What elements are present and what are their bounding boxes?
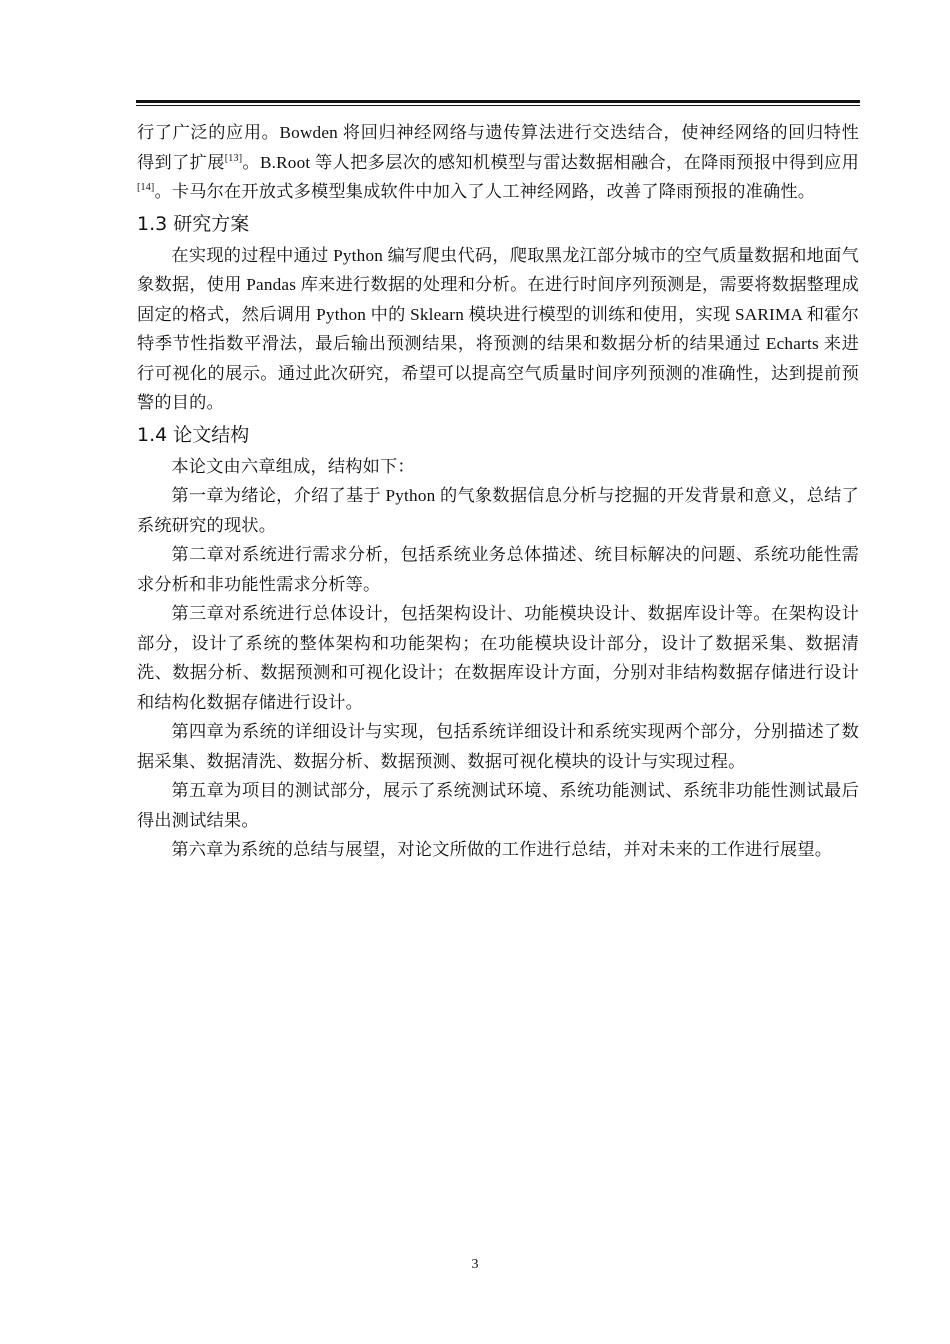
page-number: 3 xyxy=(471,1257,479,1272)
paragraph-text: 。B.Root 等人把多层次的感知机模型与雷达数据相融合，在降雨预报中得到应用 xyxy=(242,152,859,172)
paragraph-research-plan: 在实现的过程中通过 Python 编写爬虫代码，爬取黑龙江部分城市的空气质量数据和地面气象数据，使用 Pandas 库来进行数据的处理和分析。在进行时间序列预测是，需要将数据整理成固定的格式，然后调用 Python 中的 Sklearn 模块进行模型的训练和使用，实现 SARIMA 和霍尔特季节性指数平滑法，最后输出预测结果，将预测的结果和数据分析的结果通过 Echarts 来进行可视化的展示。通过此次研究，希望可以提高空气质量时间序列预测的准确性，达到提前预警的目的。 xyxy=(137,245,859,412)
paragraph-chapter-6: 第六章为系统的总结与展望，对论文所做的工作进行总结，并对未来的工作进行展望。 xyxy=(171,840,833,859)
citation-13: [13] xyxy=(224,152,243,164)
header-double-rule xyxy=(136,100,860,107)
paragraph-chapter-3: 第三章对系统进行总体设计，包括架构设计、功能模块设计、数据库设计等。在架构设计部分，设计了系统的整体架构和功能架构；在功能模块设计部分，设计了数据采集、数据清洗、数据分析、数据预测和可视化设计；在数据库设计方面，分别对非结构数据存储进行设计和结构化数据存储进行设计。 xyxy=(137,604,859,712)
citation-14: [14] xyxy=(137,182,155,193)
page-body xyxy=(137,118,859,865)
paragraph-structure-intro: 本论文由六章组成，结构如下： xyxy=(171,456,415,476)
paragraph-chapter-4: 第四章为系统的详细设计与实现，包括系统详细设计和系统实现两个部分，分别描述了数据采集、数据清洗、数据分析、数据预测、数据可视化模块的设计与实现过程。 xyxy=(137,722,859,771)
paragraph-chapter-5: 第五章为项目的测试部分，展示了系统测试环境、系统功能测试、系统非功能性测试最后得出测试结果。 xyxy=(137,781,859,830)
header-rule-thin xyxy=(136,105,860,106)
paragraph-text: 行了广泛的应用。Bowden 将回归神经网络与遗传算法进行交迭结合，使神经网络的回归特性得到了扩展 xyxy=(137,123,859,172)
paragraph-chapter-2: 第二章对系统进行需求分析，包括系统业务总体描述、统目标解决的问题、系统功能性需求分析和非功能性需求分析等。 xyxy=(137,545,859,594)
paragraph-related-work-continued xyxy=(137,118,859,207)
section-heading-thesis-structure: 1.4 论文结构 xyxy=(137,423,250,446)
header-rule-thick xyxy=(136,100,860,103)
section-heading-research-plan: 1.3 研究方案 xyxy=(137,212,250,235)
paragraph-text: 。卡马尔在开放式多模型集成软件中加入了人工神经网路，改善了降雨预报的准确性。 xyxy=(154,182,816,201)
paragraph-chapter-1: 第一章为绪论，介绍了基于 Python 的气象数据信息分析与挖掘的开发背景和意义，总结了系统研究的现状。 xyxy=(137,486,859,535)
